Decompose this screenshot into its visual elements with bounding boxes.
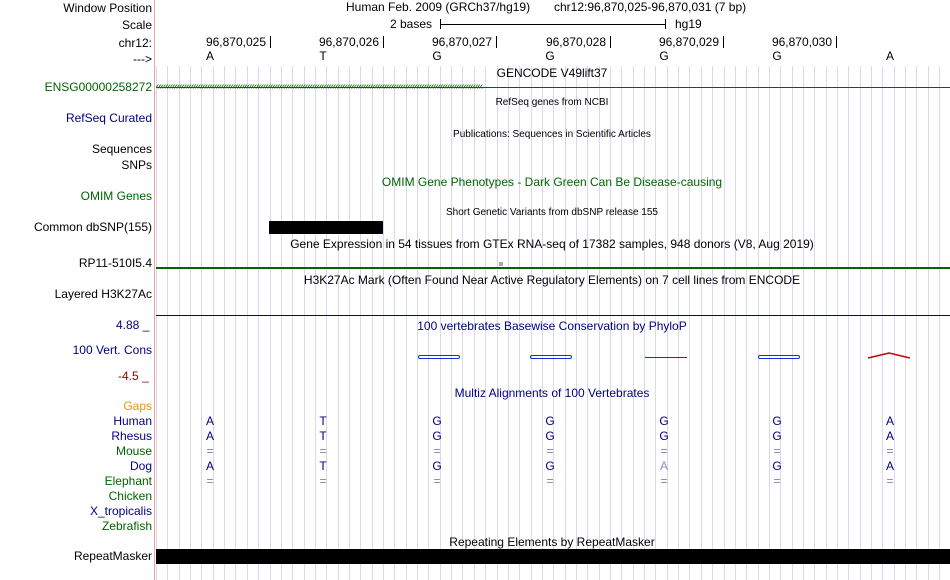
grid-line: [882, 66, 883, 580]
ruler-tick: [836, 36, 837, 48]
gene-label[interactable]: ENSG00000258272: [44, 80, 152, 94]
grid-line: [939, 66, 940, 580]
chrom-label: chr12:: [118, 36, 152, 50]
grid-line: [871, 66, 872, 580]
dbsnp-track-title: Short Genetic Variants from dbSNP release 155: [446, 207, 658, 218]
gaps-label[interactable]: Gaps: [123, 399, 152, 413]
reference-base: G: [432, 49, 442, 63]
grid-line: [372, 66, 373, 580]
alignment-base: A: [885, 414, 895, 428]
grid-line: [837, 66, 838, 580]
refseq-label[interactable]: RefSeq Curated: [65, 111, 152, 125]
grid-line: [712, 66, 713, 580]
species-label[interactable]: Chicken: [108, 489, 152, 503]
alignment-base: G: [772, 459, 782, 473]
alignment-base: =: [433, 444, 441, 458]
sequences-label[interactable]: Sequences: [91, 142, 152, 156]
ruler-tick: [496, 36, 497, 48]
grid-line: [394, 66, 395, 580]
gtex-track-title: Gene Expression in 54 tissues from GTEx RNA-seq of 17382 samples, 948 donors (V8, Aug 2019): [290, 237, 814, 251]
phylop-label[interactable]: 100 Vert. Cons: [72, 343, 152, 357]
scale-db: hg19: [675, 17, 702, 31]
h3k27-label[interactable]: Layered H3K27Ac: [54, 287, 152, 301]
grid-line: [724, 66, 725, 580]
gene-feature[interactable]: ‹‹‹‹‹‹‹‹‹‹‹‹‹‹‹‹‹‹‹‹‹‹‹‹‹‹‹‹‹‹‹‹‹‹‹‹‹‹‹‹‹‹‹‹‹‹‹‹‹‹‹‹‹‹‹‹‹‹‹‹‹‹‹‹‹‹‹‹‹‹‹‹‹‹‹‹‹‹‹‹‹‹‹‹‹‹‹‹‹‹‹‹‹‹‹‹‹‹‹‹‹‹‹‹‹‹‹‹‹‹‹‹‹‹‹‹‹‹‹‹‹‹‹‹‹‹‹‹‹‹‹‹‹‹‹‹‹‹‹‹: [156, 82, 950, 94]
ruler-position: 96,870,030: [771, 35, 832, 49]
grid-line: [916, 66, 917, 580]
alignment-base: T: [319, 459, 327, 473]
alignment-base: G: [545, 459, 555, 473]
grid-line: [803, 66, 804, 580]
alignment-base: A: [205, 429, 215, 443]
grid-line: [406, 66, 407, 580]
label-divider: [154, 0, 155, 580]
gtex-baseline: [156, 267, 950, 269]
grid-line: [735, 66, 736, 580]
omim-label[interactable]: OMIM Genes: [80, 189, 152, 203]
grid-line: [780, 66, 781, 580]
alignment-base: =: [773, 444, 781, 458]
scale-bar: [440, 17, 666, 31]
phylop-min: -4.5 _: [118, 369, 149, 383]
alignment-base: =: [886, 474, 894, 488]
phylop-peak: [645, 357, 687, 358]
dbsnp-variant[interactable]: [269, 221, 383, 234]
alignment-base: =: [433, 474, 441, 488]
grid-line: [826, 66, 827, 580]
gtex-label[interactable]: RP11-510I5.4: [78, 256, 152, 270]
alignment-base: =: [886, 444, 894, 458]
grid-line: [905, 66, 906, 580]
species-label[interactable]: Dog: [129, 459, 152, 473]
species-label[interactable]: Human: [113, 414, 152, 428]
grid-line: [792, 66, 793, 580]
scale-text: 2 bases: [390, 17, 433, 31]
alignment-base: =: [660, 474, 668, 488]
grid-line: [247, 66, 248, 580]
phylop-peak: [418, 355, 460, 359]
ruler-tick: [610, 36, 611, 48]
phylop-peak: [758, 355, 800, 359]
alignment-base: G: [659, 429, 669, 443]
phylop-max: 4.88 _: [116, 318, 150, 332]
snps-label[interactable]: SNPs: [121, 158, 152, 172]
alignment-base: G: [432, 414, 442, 428]
assembly-text: Human Feb. 2009 (GRCh37/hg19): [346, 0, 531, 14]
alignment-base: G: [545, 429, 555, 443]
reference-base: G: [545, 49, 555, 63]
alignment-base: A: [885, 429, 895, 443]
species-label[interactable]: X_tropicalis: [89, 504, 152, 518]
alignment-base: A: [659, 459, 669, 473]
dbsnp-label[interactable]: Common dbSNP(155): [33, 220, 152, 234]
omim-track-title: OMIM Gene Phenotypes - Dark Green Can Be Disease-causing: [381, 175, 723, 189]
phylop-negative-peak: [868, 352, 910, 360]
ruler-position: 96,870,029: [658, 35, 719, 49]
reference-base: T: [319, 49, 327, 63]
grid-line: [758, 66, 759, 580]
phylop-peak: [530, 355, 572, 359]
alignment-base: G: [772, 429, 782, 443]
alignment-base: =: [206, 474, 214, 488]
ruler-position: 96,870,025: [205, 35, 266, 49]
alignment-base: G: [659, 414, 669, 428]
grid-line: [349, 66, 350, 580]
pubs-track-title: Publications: Sequences in Scientific Articles: [453, 129, 651, 140]
grid-line: [315, 66, 316, 580]
grid-line: [201, 66, 202, 580]
grid-line: [270, 66, 271, 580]
window-position-label: Window Position: [63, 1, 152, 15]
gencode-track-title: GENCODE V49lift37: [496, 66, 608, 80]
repeat-element[interactable]: [156, 549, 950, 564]
phylop-track-title: 100 vertebrates Basewise Conservation by PhyloP: [417, 319, 687, 333]
alignment-base: G: [432, 429, 442, 443]
grid-line: [814, 66, 815, 580]
multiz-track-title: Multiz Alignments of 100 Vertebrates: [454, 386, 650, 400]
refseq-track-title: RefSeq genes from NCBI: [495, 97, 609, 108]
alignment-base: T: [319, 414, 327, 428]
scale-label: Scale: [121, 18, 152, 32]
grid-line: [383, 66, 384, 580]
species-label[interactable]: Zebrafish: [101, 519, 152, 533]
grid-line: [848, 66, 849, 580]
grid-line: [769, 66, 770, 580]
grid-line: [224, 66, 225, 580]
position-text: chr12:96,870,025-96,870,031 (7 bp): [554, 0, 747, 14]
grid-line: [190, 66, 191, 580]
ruler-position: 96,870,028: [545, 35, 606, 49]
alignment-base: =: [546, 444, 554, 458]
grid-line: [304, 66, 305, 580]
grid-line: [338, 66, 339, 580]
alignment-base: =: [319, 444, 327, 458]
alignment-base: G: [432, 459, 442, 473]
reference-base: A: [205, 49, 215, 63]
alignment-base: =: [546, 474, 554, 488]
h3k27-track-title: H3K27Ac Mark (Often Found Near Active Regulatory Elements) on 7 cell lines from ENCODE: [303, 273, 801, 287]
grid-line: [292, 66, 293, 580]
grid-line: [360, 66, 361, 580]
alignment-base: =: [206, 444, 214, 458]
reference-base: A: [885, 49, 895, 63]
grid-line: [928, 66, 929, 580]
ruler-tick: [723, 36, 724, 48]
grid-line: [701, 66, 702, 580]
repeat-label[interactable]: RepeatMasker: [73, 549, 152, 563]
ruler-tick: [383, 36, 384, 48]
grid-line: [235, 66, 236, 580]
alignment-base: =: [660, 444, 668, 458]
alignment-base: A: [885, 459, 895, 473]
ruler-tick: [270, 36, 271, 48]
grid-line: [326, 66, 327, 580]
reference-base: G: [772, 49, 782, 63]
grid-line: [860, 66, 861, 580]
alignment-base: A: [205, 414, 215, 428]
species-label[interactable]: Rhesus: [111, 429, 152, 443]
alignment-base: G: [772, 414, 782, 428]
ruler-position: 96,870,026: [318, 35, 379, 49]
grid-line: [156, 66, 157, 580]
grid-line: [179, 66, 180, 580]
grid-line: [213, 66, 214, 580]
species-label[interactable]: Mouse: [115, 444, 152, 458]
alignment-base: =: [319, 474, 327, 488]
ruler-position: 96,870,027: [431, 35, 492, 49]
grid-line: [894, 66, 895, 580]
alignment-base: T: [319, 429, 327, 443]
reference-base: G: [659, 49, 669, 63]
repeat-track-title: Repeating Elements by RepeatMasker: [449, 535, 655, 549]
alignment-base: G: [545, 414, 555, 428]
grid-line: [281, 66, 282, 580]
grid-line: [689, 66, 690, 580]
grid-line: [258, 66, 259, 580]
alignment-base: A: [205, 459, 215, 473]
alignment-base: =: [773, 474, 781, 488]
strand-label: --->: [133, 52, 152, 66]
species-label[interactable]: Elephant: [104, 474, 152, 488]
grid-line: [167, 66, 168, 580]
h3k27-baseline: [156, 315, 950, 316]
gtex-marker: [499, 262, 503, 266]
grid-line: [746, 66, 747, 580]
